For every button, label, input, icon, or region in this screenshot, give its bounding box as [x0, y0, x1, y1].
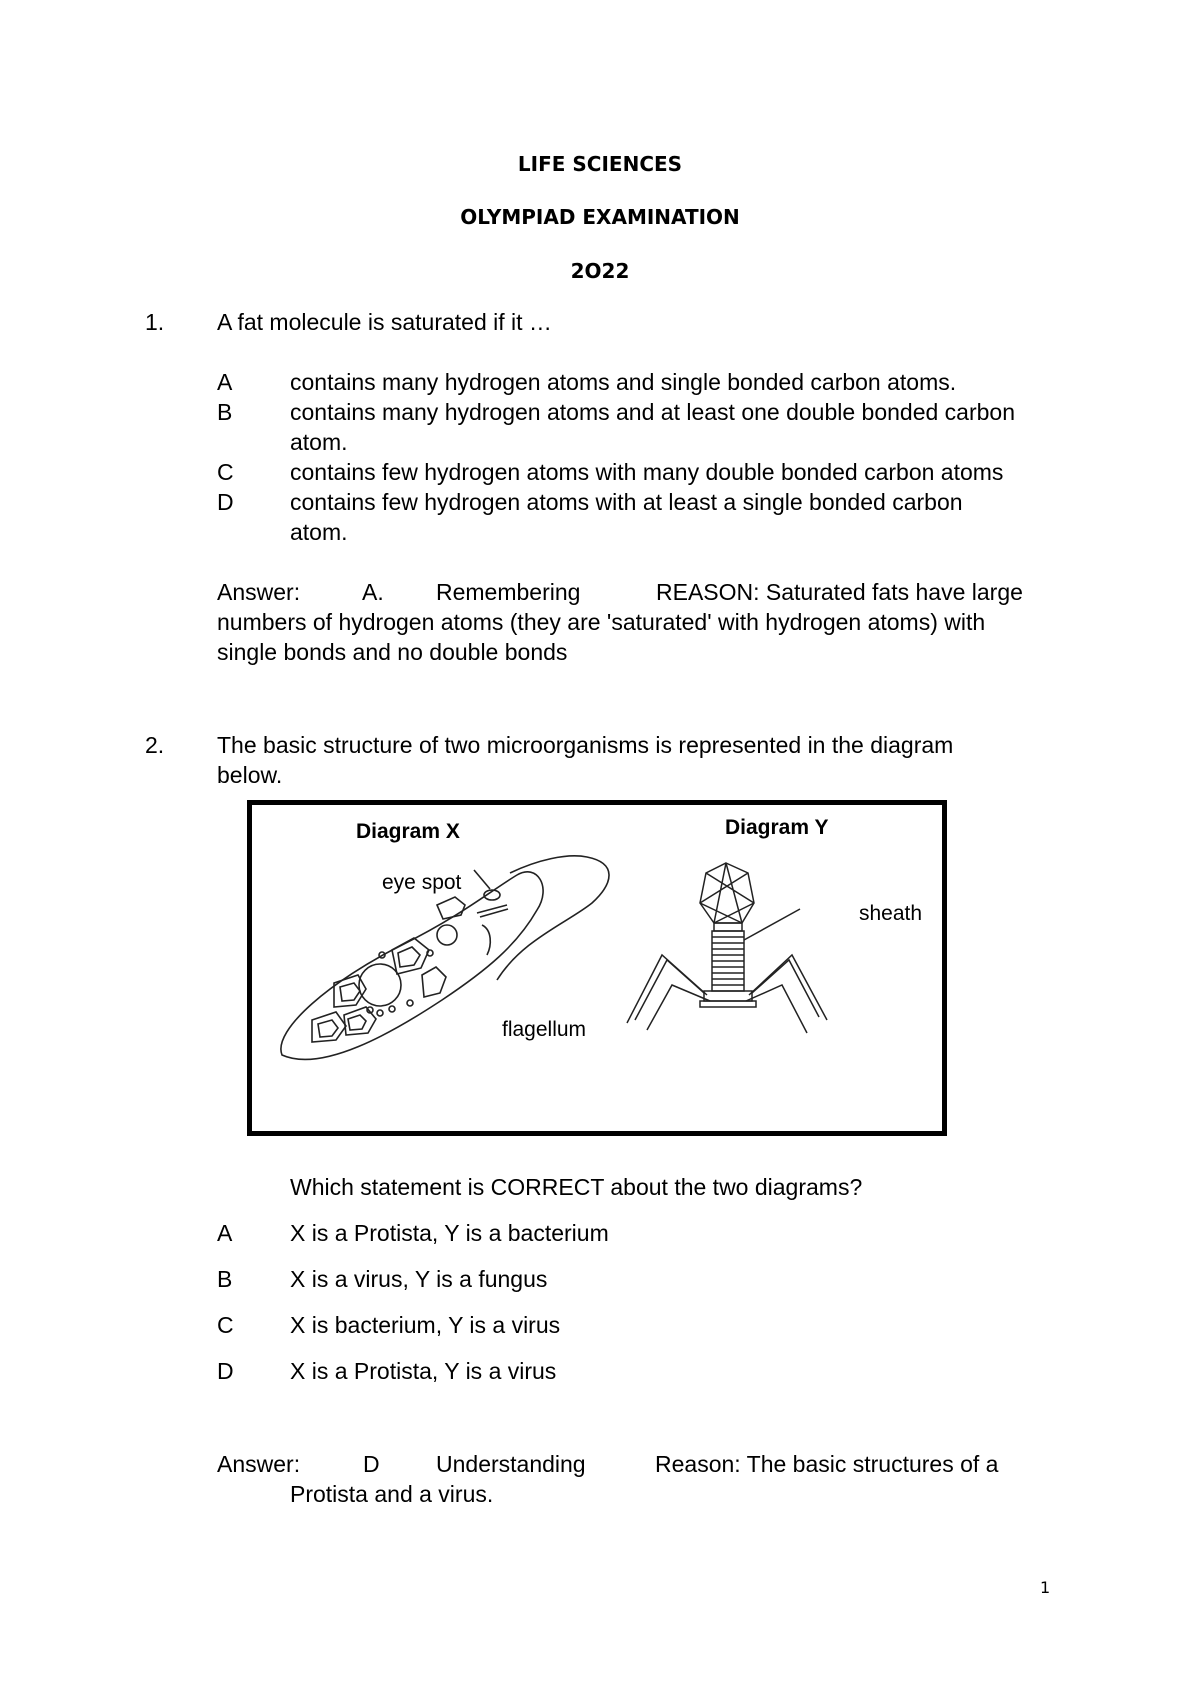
q1-stem: A fat molecule is saturated if it … — [217, 309, 552, 335]
q1-answer-label: Answer: — [217, 579, 301, 605]
q2-figure — [247, 800, 947, 1136]
q1-answer-letter: A. — [362, 579, 384, 605]
eye-spot-label: eye spot — [382, 871, 462, 894]
q1-option-c-letter: C — [217, 459, 234, 485]
q2-option-a-letter: A — [217, 1220, 233, 1246]
q1-option-d-text-cont: atom. — [290, 519, 348, 545]
q1-option-d-text: contains few hydrogen atoms with at least a single bonded carbon — [290, 489, 963, 515]
page-number: 1 — [1040, 1578, 1051, 1597]
diagram-y-label: Diagram Y — [725, 816, 829, 839]
q2-stem: The basic structure of two microorganisms is represented in the diagram — [217, 732, 954, 758]
q2-option-b-text: X is a virus, Y is a fungus — [290, 1266, 548, 1292]
q2-stem-line2: below. — [217, 762, 283, 788]
q1-number: 1. — [145, 309, 165, 335]
q1-answer-reason-line2: numbers of hydrogen atoms (they are 'saturated' with hydrogen atoms) with — [217, 609, 986, 635]
sheath-label: sheath — [859, 902, 923, 925]
q2-answer-reason: Reason: The basic structures of a — [655, 1451, 999, 1477]
q2-number: 2. — [145, 732, 165, 758]
q1-option-c-text: contains few hydrogen atoms with many double bonded carbon atoms — [290, 459, 1004, 485]
q1-option-a-letter: A — [217, 369, 233, 395]
q2-option-a-text: X is a Protista, Y is a bacterium — [290, 1220, 609, 1246]
q2-option-d-letter: D — [217, 1358, 234, 1384]
q1-option-b-letter: B — [217, 399, 233, 425]
q1-option-d-letter: D — [217, 489, 234, 515]
diagram-x-label: Diagram X — [356, 820, 460, 843]
q2-answer-level: Understanding — [436, 1451, 586, 1477]
q1-option-b-text: contains many hydrogen atoms and at least one double bonded carbon — [290, 399, 1016, 425]
q1-option-a-text: contains many hydrogen atoms and single bonded carbon atoms. — [290, 369, 957, 395]
q2-option-b-letter: B — [217, 1266, 233, 1292]
q2-answer-letter: D — [363, 1451, 380, 1477]
q2-question: Which statement is CORRECT about the two diagrams? — [290, 1174, 863, 1200]
q1-answer-level: Remembering — [436, 579, 581, 605]
flagellum-label: flagellum — [502, 1018, 587, 1041]
q2-option-c-text: X is bacterium, Y is a virus — [290, 1312, 561, 1338]
title-olympiad: OLYMPIAD EXAMINATION — [460, 205, 740, 229]
title-year: 2O22 — [570, 259, 630, 283]
q2-option-c-letter: C — [217, 1312, 234, 1338]
q1-answer-reason-line3: single bonds and no double bonds — [217, 639, 568, 665]
q2-answer-reason-line2: Protista and a virus. — [290, 1481, 494, 1507]
q2-answer-label: Answer: — [217, 1451, 301, 1477]
title-life-sciences: LIFE SCIENCES — [517, 152, 683, 176]
q1-option-b-text-cont: atom. — [290, 429, 348, 455]
q1-answer-reason: REASON: Saturated fats have large — [656, 579, 1023, 605]
bacteriophage-drawing — [252, 805, 952, 1141]
q2-option-d-text: X is a Protista, Y is a virus — [290, 1358, 557, 1384]
